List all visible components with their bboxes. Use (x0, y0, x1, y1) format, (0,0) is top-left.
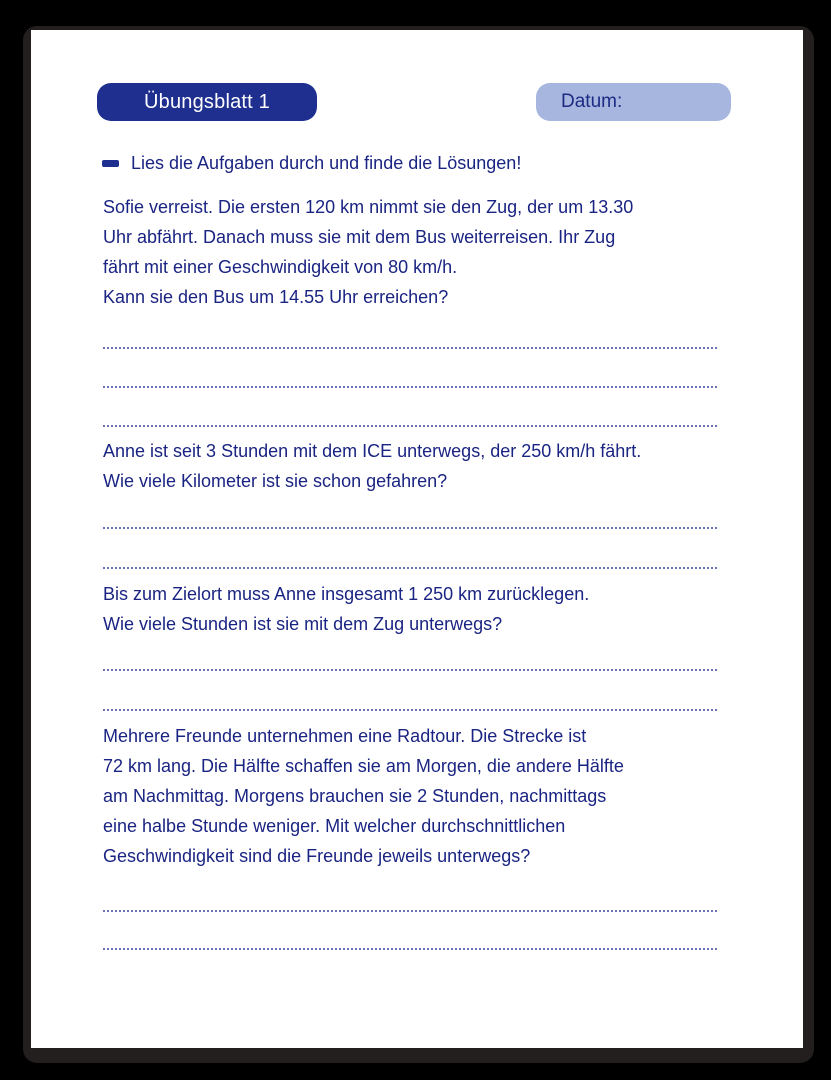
answer-line[interactable] (103, 948, 717, 950)
worksheet-page (31, 30, 803, 1048)
task-4 (103, 721, 733, 871)
worksheet-title: Übungsblatt 1 (97, 83, 317, 121)
answer-line[interactable] (103, 425, 717, 427)
instruction-text: Lies die Aufgaben durch und finde die Lösungen! (131, 153, 522, 173)
answer-line[interactable] (103, 347, 717, 349)
answer-line[interactable] (103, 386, 717, 388)
date-label: Datum: (561, 91, 623, 112)
task-line: am Nachmittag. Morgens brauchen sie 2 Stunden, nachmittags (103, 786, 607, 806)
task-1 (103, 192, 733, 312)
answer-line[interactable] (103, 910, 717, 912)
task-line: Kann sie den Bus um 14.55 Uhr erreichen? (103, 287, 449, 307)
task-line: Mehrere Freunde unternehmen eine Radtour. Die Strecke ist (103, 726, 587, 746)
answer-line[interactable] (103, 669, 717, 671)
answer-line[interactable] (103, 527, 717, 529)
task-line: Sofie verreist. Die ersten 120 km nimmt sie den Zug, der um 13.30 (103, 197, 634, 217)
dash-bullet-icon (102, 160, 119, 167)
instruction (102, 150, 521, 176)
task-line: 72 km lang. Die Hälfte schaffen sie am Morgen, die andere Hälfte (103, 756, 624, 776)
answer-line[interactable] (103, 709, 717, 711)
task-line: fährt mit einer Geschwindigkeit von 80 km/h. (103, 257, 458, 277)
date-field[interactable] (536, 83, 731, 121)
task-3 (103, 579, 733, 639)
task-line: Wie viele Kilometer ist sie schon gefahren? (103, 471, 448, 491)
answer-line[interactable] (103, 567, 717, 569)
task-line: Geschwindigkeit sind die Freunde jeweils unterwegs? (103, 846, 531, 866)
task-line: Wie viele Stunden ist sie mit dem Zug unterwegs? (103, 614, 503, 634)
task-2 (103, 436, 733, 496)
worksheet-content (31, 30, 803, 1048)
task-line: Uhr abfährt. Danach muss sie mit dem Bus weiterreisen. Ihr Zug (103, 227, 616, 247)
task-line: Anne ist seit 3 Stunden mit dem ICE unterwegs, der 250 km/h fährt. (103, 441, 642, 461)
task-line: eine halbe Stunde weniger. Mit welcher durchschnittlichen (103, 816, 566, 836)
task-line: Bis zum Zielort muss Anne insgesamt 1 250 km zurücklegen. (103, 584, 590, 604)
